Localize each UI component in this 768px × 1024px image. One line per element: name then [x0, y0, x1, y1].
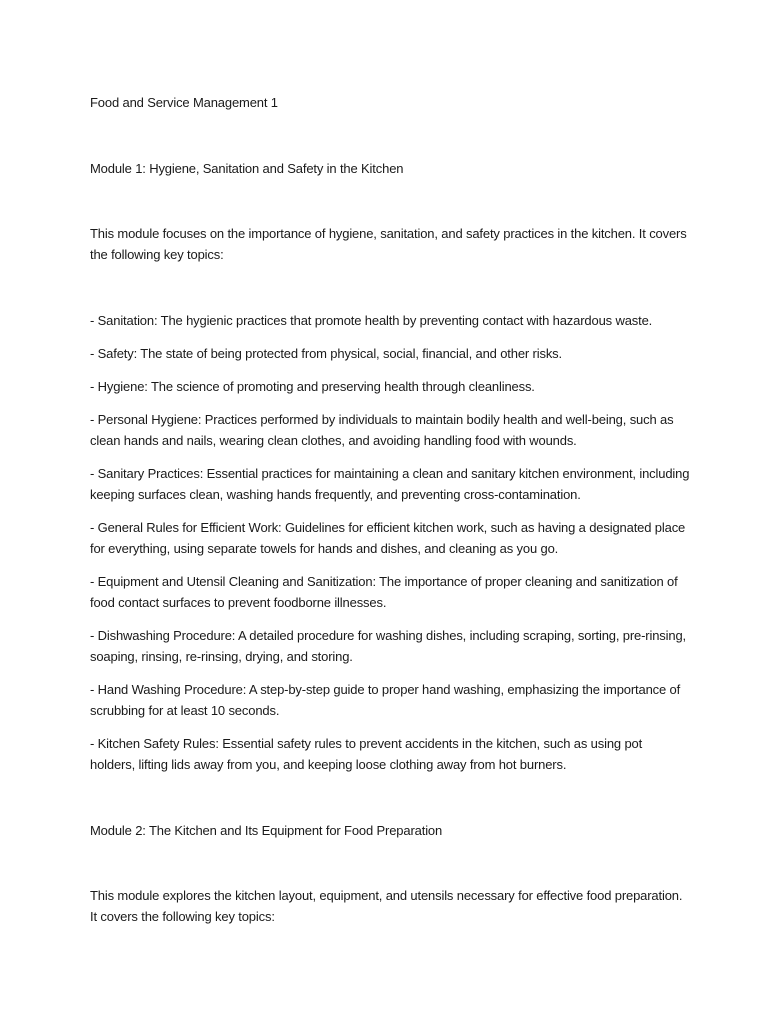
topic-item-personal-hygiene: - Personal Hygiene: Practices performed by individuals to maintain bodily health and well-being, such as clean hands and nails, wearing clean clothes, and avoiding handling food with wounds.	[90, 412, 674, 448]
topic-item-general-rules: - General Rules for Efficient Work: Guidelines for efficient kitchen work, such as having a designated place for everything, using separate towels for hands and dishes, and cleaning as you go.	[90, 520, 686, 556]
topic-item-kitchen-safety: - Kitchen Safety Rules: Essential safety rules to prevent accidents in the kitchen, such as using pot holders, lifting lids away from you, and keeping loose clothing away from hot burners.	[90, 736, 643, 772]
module-1-intro: This module focuses on the importance of hygiene, sanitation, and safety practices in the kitchen. It covers the following key topics:	[90, 226, 687, 262]
document-title: Food and Service Management 1	[90, 95, 278, 110]
topic-item-hygiene: - Hygiene: The science of promoting and preserving health through cleanliness.	[90, 379, 535, 394]
module-2-heading: Module 2: The Kitchen and Its Equipment for Food Preparation	[90, 823, 443, 838]
topic-item-sanitary-practices: - Sanitary Practices: Essential practices for maintaining a clean and sanitary kitchen environment, including keeping surfaces clean, washing hands frequently, and preventing cross-contamination.	[90, 466, 690, 502]
topic-item-safety: - Safety: The state of being protected from physical, social, financial, and other risks.	[90, 346, 562, 361]
topic-item-sanitation: - Sanitation: The hygienic practices that promote health by preventing contact with hazardous waste.	[90, 313, 653, 328]
document-body	[90, 92, 690, 972]
module-1-topic-list	[90, 310, 690, 775]
topic-item-dishwashing: - Dishwashing Procedure: A detailed procedure for washing dishes, including scraping, sorting, pre-rinsing, soaping, rinsing, re-rinsing, drying, and storing.	[90, 628, 687, 664]
topic-item-equipment-cleaning: - Equipment and Utensil Cleaning and Sanitization: The importance of proper cleaning and sanitization of food contact surfaces to prevent foodborne illnesses.	[90, 574, 678, 610]
module-2-intro: This module explores the kitchen layout, equipment, and utensils necessary for effective food preparation. It covers the following key topics:	[90, 888, 683, 924]
topic-item-hand-washing: - Hand Washing Procedure: A step-by-step guide to proper hand washing, emphasizing the importance of scrubbing for at least 10 seconds.	[90, 682, 681, 718]
module-1-heading: Module 1: Hygiene, Sanitation and Safety in the Kitchen	[90, 161, 404, 176]
